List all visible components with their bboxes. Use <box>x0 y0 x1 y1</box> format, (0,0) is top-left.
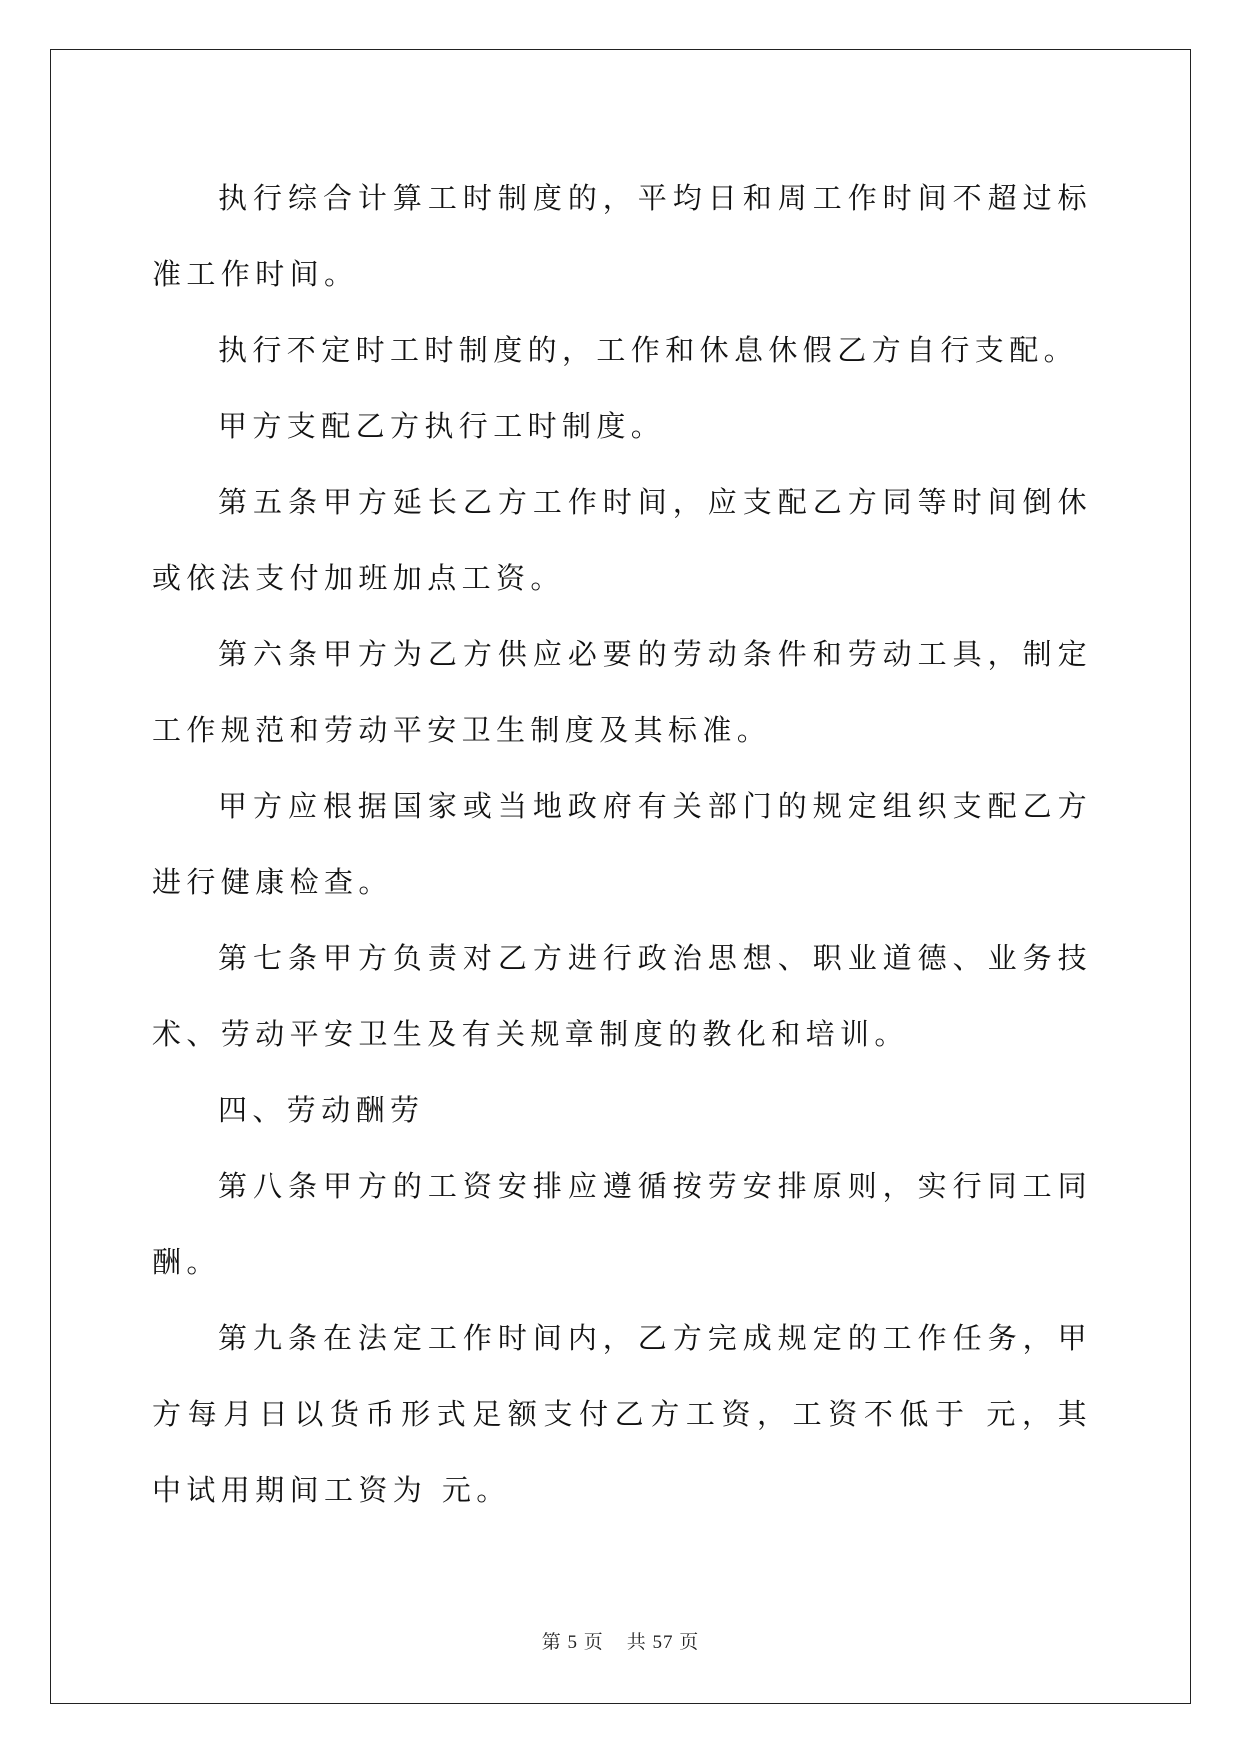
page-footer <box>0 1627 1241 1654</box>
document-body <box>152 160 1092 1528</box>
paragraph: 执行综合计算工时制度的，平均日和周工作时间不超过标准工作时间。 <box>152 181 1092 291</box>
paragraph: 第五条甲方延长乙方工作时间，应支配乙方同等时间倒休或依法支付加班加点工资。 <box>152 485 1092 595</box>
section-heading: 四、劳动酬劳 <box>218 1093 425 1127</box>
paragraph: 甲方支配乙方执行工时制度。 <box>218 409 666 443</box>
page-number: 第 5 页 <box>541 1632 604 1653</box>
total-pages: 共 57 页 <box>626 1632 700 1653</box>
paragraph: 执行不定时工时制度的，工作和休息休假乙方自行支配。 <box>218 333 1079 367</box>
paragraph: 第八条甲方的工资安排应遵循按劳安排原则，实行同工同酬。 <box>152 1169 1092 1279</box>
paragraph: 第七条甲方负责对乙方进行政治思想、职业道德、业务技术、劳动平安卫生及有关规章制度的教化和培训。 <box>152 941 1092 1051</box>
paragraph: 甲方应根据国家或当地政府有关部门的规定组织支配乙方进行健康检查。 <box>152 789 1092 899</box>
paragraph: 第六条甲方为乙方供应必要的劳动条件和劳动工具，制定工作规范和劳动平安卫生制度及其标准。 <box>152 637 1092 747</box>
paragraph: 第九条在法定工作时间内，乙方完成规定的工作任务，甲方每月日以货币形式足额支付乙方工资，工资不低于 元，其中试用期间工资为 元。 <box>152 1321 1092 1507</box>
